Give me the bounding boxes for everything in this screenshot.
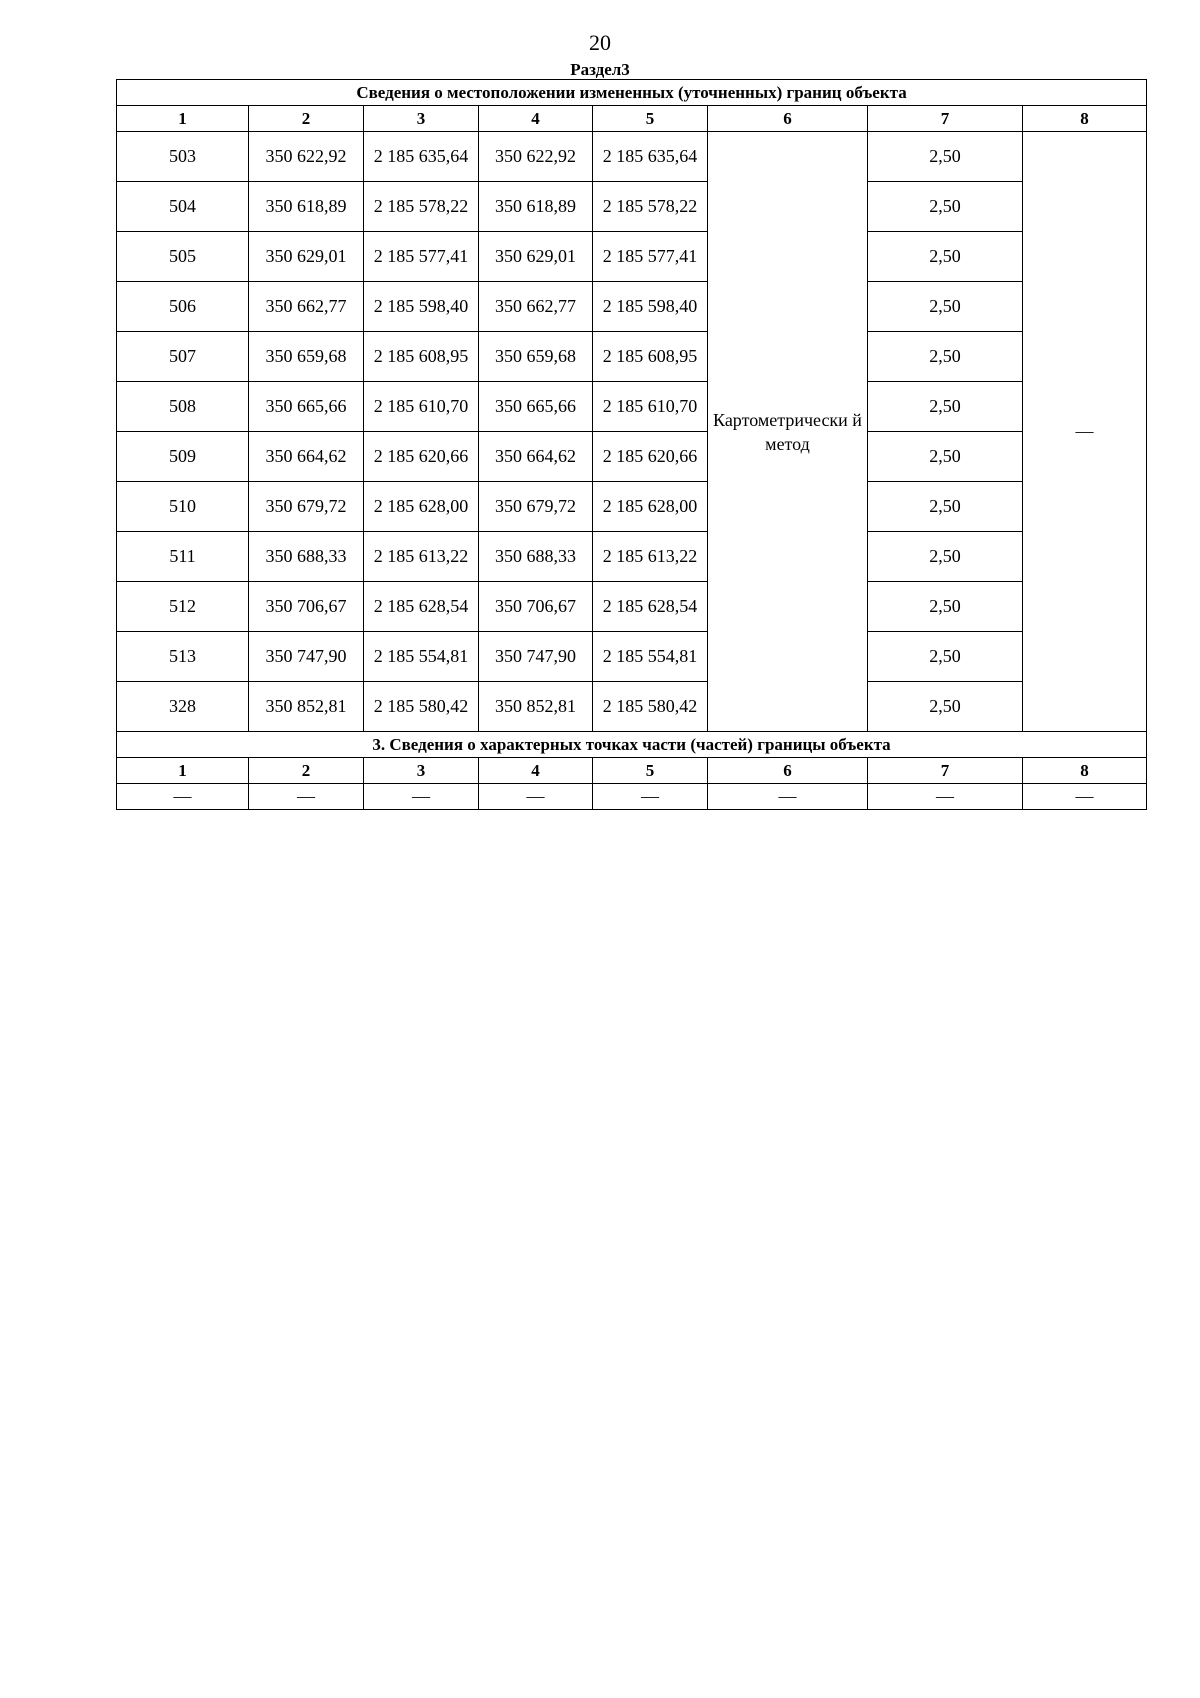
y-new-cell: 2 185 613,22 [593,532,708,582]
y-old-cell: 2 185 578,22 [364,182,479,232]
x-new-cell: 350 659,68 [479,332,593,382]
y-old-cell: 2 185 628,54 [364,582,479,632]
empty-cell: — [1023,784,1147,810]
column-number-cell: 4 [479,106,593,132]
x-old-cell: 350 747,90 [249,632,364,682]
accuracy-cell: 2,50 [868,632,1023,682]
column-number-cell: 7 [868,106,1023,132]
x-new-cell: 350 747,90 [479,632,593,682]
table-row [117,382,1147,432]
table-row [117,432,1147,482]
y-new-cell: 2 185 628,54 [593,582,708,632]
column-number-row [117,106,1147,132]
column-number-cell: 8 [1023,106,1147,132]
point-number-cell: 503 [117,132,249,182]
x-new-cell: 350 688,33 [479,532,593,582]
y-old-cell: 2 185 554,81 [364,632,479,682]
x-old-cell: 350 622,92 [249,132,364,182]
column-number-cell: 3 [364,106,479,132]
column-number-cell: 2 [249,106,364,132]
accuracy-cell: 2,50 [868,232,1023,282]
y-new-cell: 2 185 578,22 [593,182,708,232]
y-old-cell: 2 185 598,40 [364,282,479,332]
boundary-table [116,79,1147,810]
empty-cell: — [249,784,364,810]
accuracy-cell: 2,50 [868,532,1023,582]
accuracy-cell: 2,50 [868,682,1023,732]
empty-cell: — [117,784,249,810]
empty-cell: — [868,784,1023,810]
y-new-cell: 2 185 580,42 [593,682,708,732]
parts-column-number-cell: 6 [708,758,868,784]
accuracy-cell: 2,50 [868,382,1023,432]
x-new-cell: 350 706,67 [479,582,593,632]
x-old-cell: 350 665,66 [249,382,364,432]
point-number-cell: 509 [117,432,249,482]
x-new-cell: 350 662,77 [479,282,593,332]
page-number: 20 [589,30,611,55]
y-old-cell: 2 185 613,22 [364,532,479,582]
x-new-cell: 350 852,81 [479,682,593,732]
table-row [117,332,1147,382]
point-number-cell: 511 [117,532,249,582]
accuracy-cell: 2,50 [868,482,1023,532]
table-row [117,182,1147,232]
x-old-cell: 350 706,67 [249,582,364,632]
parts-column-number-cell: 2 [249,758,364,784]
empty-cell: — [364,784,479,810]
table-row [117,232,1147,282]
point-number-cell: 506 [117,282,249,332]
empty-cell: — [593,784,708,810]
y-new-cell: 2 185 620,66 [593,432,708,482]
parts-column-number-cell: 4 [479,758,593,784]
parts-column-number-cell: 3 [364,758,479,784]
y-new-cell: 2 185 554,81 [593,632,708,682]
section-title: Раздел3 [570,60,630,79]
x-new-cell: 350 629,01 [479,232,593,282]
point-number-cell: 512 [117,582,249,632]
x-old-cell: 350 629,01 [249,232,364,282]
x-old-cell: 350 688,33 [249,532,364,582]
point-number-cell: 513 [117,632,249,682]
description-cell: — [1023,132,1147,732]
y-new-cell: 2 185 598,40 [593,282,708,332]
empty-cell: — [708,784,868,810]
point-number-cell: 508 [117,382,249,432]
x-new-cell: 350 622,92 [479,132,593,182]
accuracy-cell: 2,50 [868,432,1023,482]
y-new-cell: 2 185 608,95 [593,332,708,382]
parts-column-number-cell: 8 [1023,758,1147,784]
parts-empty-row [117,784,1147,810]
x-new-cell: 350 618,89 [479,182,593,232]
parts-column-number-row [117,758,1147,784]
accuracy-cell: 2,50 [868,582,1023,632]
point-number-cell: 510 [117,482,249,532]
accuracy-cell: 2,50 [868,182,1023,232]
accuracy-cell: 2,50 [868,132,1023,182]
table-row [117,282,1147,332]
y-old-cell: 2 185 628,00 [364,482,479,532]
column-number-cell: 6 [708,106,868,132]
x-old-cell: 350 659,68 [249,332,364,382]
point-number-cell: 504 [117,182,249,232]
parts-column-number-cell: 5 [593,758,708,784]
y-old-cell: 2 185 620,66 [364,432,479,482]
y-new-cell: 2 185 610,70 [593,382,708,432]
table-caption: Сведения о местоположении измененных (уточненных) границ объекта [117,80,1147,106]
y-new-cell: 2 185 628,00 [593,482,708,532]
point-number-cell: 328 [117,682,249,732]
x-new-cell: 350 664,62 [479,432,593,482]
column-number-cell: 1 [117,106,249,132]
point-number-cell: 507 [117,332,249,382]
y-old-cell: 2 185 610,70 [364,382,479,432]
x-new-cell: 350 679,72 [479,482,593,532]
table-row [117,482,1147,532]
x-old-cell: 350 852,81 [249,682,364,732]
empty-cell: — [479,784,593,810]
y-old-cell: 2 185 580,42 [364,682,479,732]
table-row [117,682,1147,732]
y-old-cell: 2 185 635,64 [364,132,479,182]
parts-table-caption: 3. Сведения о характерных точках части (частей) границы объекта [117,732,1147,758]
accuracy-cell: 2,50 [868,282,1023,332]
table-row [117,632,1147,682]
y-old-cell: 2 185 577,41 [364,232,479,282]
table-row [117,132,1147,182]
x-old-cell: 350 662,77 [249,282,364,332]
y-new-cell: 2 185 635,64 [593,132,708,182]
accuracy-cell: 2,50 [868,332,1023,382]
point-number-cell: 505 [117,232,249,282]
table-row [117,582,1147,632]
parts-column-number-cell: 7 [868,758,1023,784]
x-old-cell: 350 618,89 [249,182,364,232]
method-cell: Картометрически й метод [708,132,868,732]
parts-column-number-cell: 1 [117,758,249,784]
x-old-cell: 350 664,62 [249,432,364,482]
x-old-cell: 350 679,72 [249,482,364,532]
x-new-cell: 350 665,66 [479,382,593,432]
column-number-cell: 5 [593,106,708,132]
y-new-cell: 2 185 577,41 [593,232,708,282]
table-row [117,532,1147,582]
y-old-cell: 2 185 608,95 [364,332,479,382]
